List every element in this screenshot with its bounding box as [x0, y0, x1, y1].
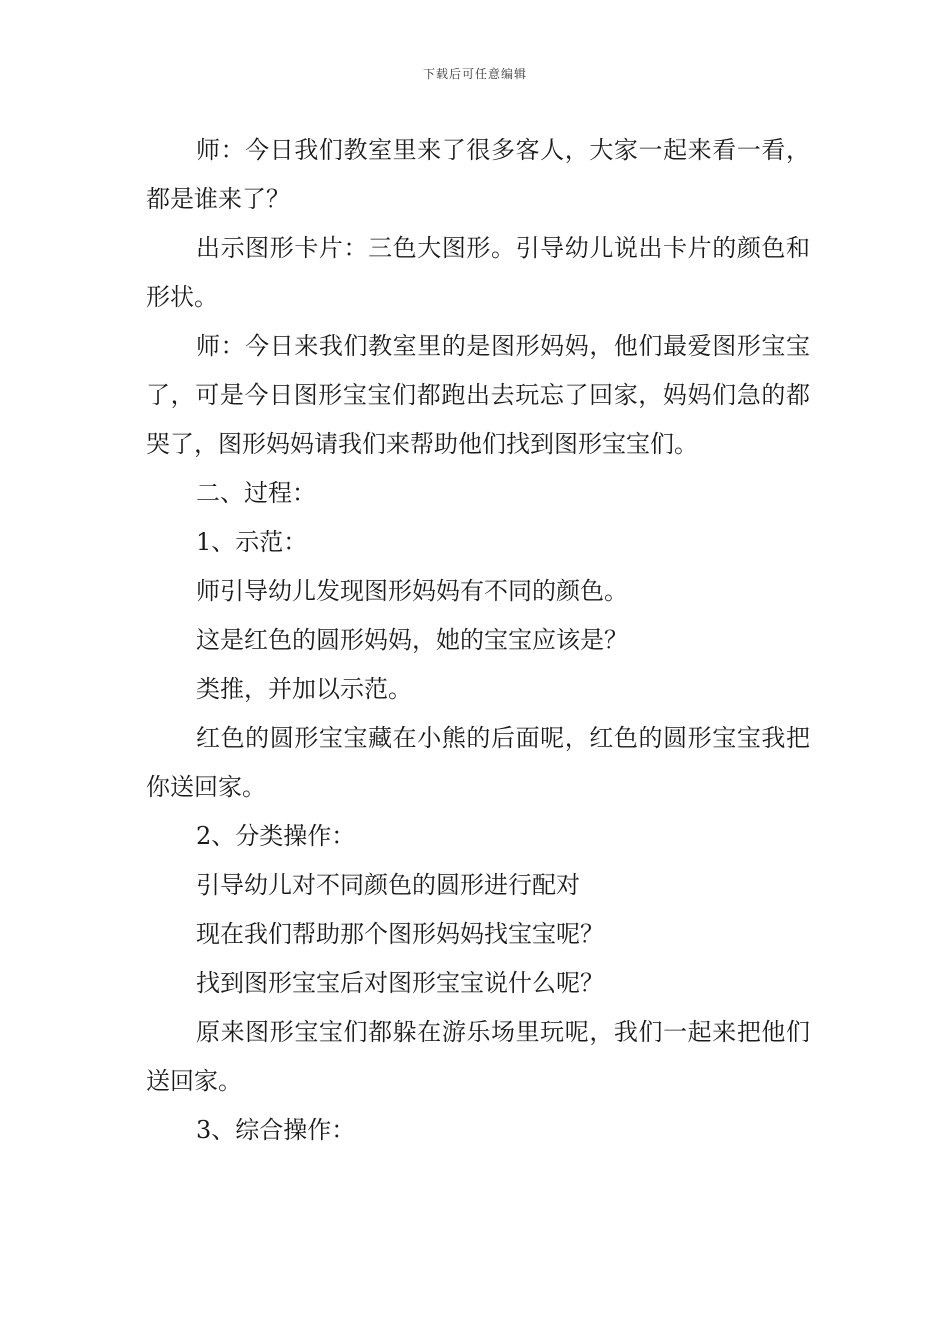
section-heading-process: 二、过程： [196, 479, 316, 507]
document-body [146, 126, 810, 1155]
paragraph-analogy: 类推，并加以示范。 [196, 675, 412, 703]
page-header: 下载后可任意编辑 [422, 67, 527, 81]
paragraph-playground: 原来图形宝宝们都躲在游乐场里玩呢，我们一起来把他们送回家。 [146, 1018, 810, 1095]
paragraph-colors: 师引导幼儿发现图形妈妈有不同的颜色。 [196, 577, 628, 605]
paragraph-which-mother: 现在我们帮助那个图形妈妈找宝宝呢？ [196, 920, 604, 948]
paragraph-shape-mothers: 师：今日来我们教室里的是图形妈妈，他们最爱图形宝宝了，可是今日图形宝宝们都跑出去玩忘了回家，妈妈们急的都哭了，图形妈妈请我们来帮助他们找到图形宝宝们。 [146, 332, 810, 458]
paragraph-teacher-intro: 师：今日我们教室里来了很多客人，大家一起来看一看，都是谁来了？ [146, 136, 810, 213]
paragraph-what-to-say: 找到图形宝宝后对图形宝宝说什么呢？ [196, 969, 604, 997]
paragraph-red-circle-baby: 红色的圆形宝宝藏在小熊的后面呢，红色的圆形宝宝我把你送回家。 [146, 724, 810, 801]
paragraph-red-circle-mother: 这是红色的圆形妈妈，她的宝宝应该是？ [196, 626, 628, 654]
paragraph-show-cards: 出示图形卡片：三色大图形。引导幼儿说出卡片的颜色和形状。 [146, 234, 810, 311]
step-heading-classification: 2、分类操作： [196, 822, 356, 850]
paragraph-matching: 引导幼儿对不同颜色的圆形进行配对 [196, 871, 580, 899]
step-heading-comprehensive: 3、综合操作： [196, 1116, 356, 1144]
step-heading-demonstration: 1、示范： [196, 528, 308, 556]
